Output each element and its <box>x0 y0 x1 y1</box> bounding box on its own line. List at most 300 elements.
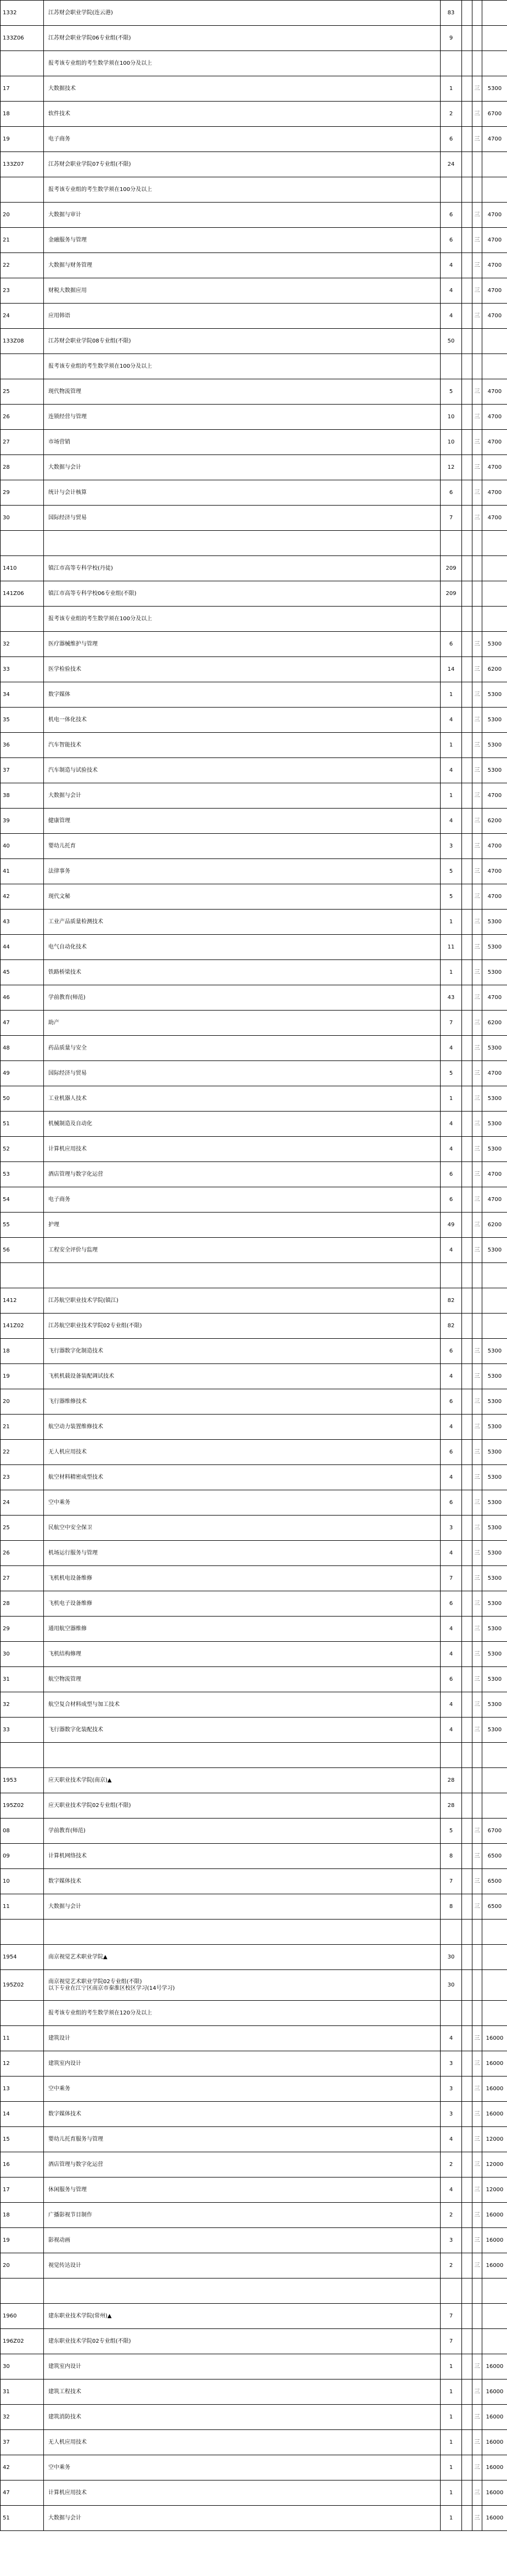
row-name: 航空动力装置维修技术 <box>44 1415 441 1440</box>
row-spacer <box>462 2051 472 2076</box>
row-plan-count: 4 <box>441 253 462 278</box>
row-years: 三 <box>472 758 482 783</box>
row-plan-count: 3 <box>441 834 462 859</box>
row-plan-count: 4 <box>441 1137 462 1162</box>
row-name: 休闲服务与管理 <box>44 2177 441 2203</box>
row-name: 金融服务与管理 <box>44 228 441 253</box>
row-spacer <box>462 1238 472 1263</box>
row-spacer <box>462 2278 472 2304</box>
row-spacer <box>462 2228 472 2253</box>
table-row <box>1 1970 507 2001</box>
row-code: 37 <box>1 758 44 783</box>
row-spacer <box>462 1314 472 1339</box>
row-years: 三 <box>472 960 482 985</box>
row-plan-count: 82 <box>441 1288 462 1314</box>
row-plan-count: 5 <box>441 859 462 884</box>
row-code: 1412 <box>1 1288 44 1314</box>
row-spacer <box>462 51 472 76</box>
row-code: 27 <box>1 1566 44 1591</box>
row-code: 133Z07 <box>1 152 44 177</box>
row-code: 196Z02 <box>1 2329 44 2354</box>
row-fee: 16000 <box>482 2430 507 2455</box>
row-code: 37 <box>1 2430 44 2455</box>
row-fee <box>482 152 507 177</box>
row-code: 09 <box>1 1844 44 1869</box>
row-spacer <box>462 556 472 581</box>
row-fee <box>482 1743 507 1768</box>
row-fee: 6200 <box>482 809 507 834</box>
row-years: 三 <box>472 1465 482 1490</box>
row-plan-count: 6 <box>441 1162 462 1187</box>
row-spacer <box>462 2001 472 2026</box>
row-years: 三 <box>472 1566 482 1591</box>
row-years: 三 <box>472 682 482 708</box>
row-spacer <box>462 2127 472 2152</box>
row-years: 三 <box>472 1339 482 1364</box>
row-fee: 5300 <box>482 632 507 657</box>
row-code: 32 <box>1 1692 44 1718</box>
table-row <box>1 76 507 102</box>
row-spacer <box>462 531 472 556</box>
row-plan-count: 83 <box>441 1 462 26</box>
row-fee: 5300 <box>482 1137 507 1162</box>
table-row <box>1 935 507 960</box>
row-fee: 5300 <box>482 1415 507 1440</box>
row-plan-count: 6 <box>441 1389 462 1415</box>
row-fee <box>482 1970 507 2001</box>
row-fee: 5300 <box>482 708 507 733</box>
row-years <box>472 1768 482 1793</box>
row-plan-count <box>441 354 462 379</box>
row-code: 141Z02 <box>1 1314 44 1339</box>
row-fee: 6200 <box>482 657 507 682</box>
row-code: 35 <box>1 708 44 733</box>
row-years: 三 <box>472 1364 482 1389</box>
row-years: 三 <box>472 1238 482 1263</box>
row-years: 三 <box>472 2354 482 2379</box>
row-name: 江苏航空职业技术学院(镇江) <box>44 1288 441 1314</box>
row-name: 航空材料精密成型技术 <box>44 1465 441 1490</box>
row-spacer <box>462 607 472 632</box>
row-code: 1953 <box>1 1768 44 1793</box>
row-code: 32 <box>1 2405 44 2430</box>
row-spacer <box>462 1516 472 1541</box>
row-code: 19 <box>1 1364 44 1389</box>
row-fee: 5300 <box>482 1364 507 1389</box>
row-spacer <box>462 1894 472 1920</box>
table-row <box>1 1566 507 1591</box>
row-plan-count: 4 <box>441 1036 462 1061</box>
table-row <box>1 405 507 430</box>
row-plan-count: 12 <box>441 455 462 480</box>
row-years: 三 <box>472 1213 482 1238</box>
row-years: 三 <box>472 2253 482 2278</box>
row-plan-count: 5 <box>441 1819 462 1844</box>
row-name: 无人机应用技术 <box>44 1440 441 1465</box>
row-code: 1960 <box>1 2304 44 2329</box>
row-code <box>1 531 44 556</box>
row-spacer <box>462 783 472 809</box>
table-row <box>1 531 507 556</box>
table-row <box>1 657 507 682</box>
table-row <box>1 783 507 809</box>
row-fee: 5300 <box>482 1541 507 1566</box>
row-plan-count: 4 <box>441 1415 462 1440</box>
row-years: 三 <box>472 1061 482 1086</box>
row-years <box>472 556 482 581</box>
row-plan-count <box>441 2001 462 2026</box>
row-plan-count: 6 <box>441 1440 462 1465</box>
row-fee: 4700 <box>482 783 507 809</box>
table-row <box>1 1238 507 1263</box>
row-name: 计算机应用技术 <box>44 1137 441 1162</box>
row-years <box>472 354 482 379</box>
row-name: 铁路桥梁技术 <box>44 960 441 985</box>
row-name <box>44 1743 441 1768</box>
row-name: 南京视觉艺术职业学院▲ <box>44 1945 441 1970</box>
row-spacer <box>462 1541 472 1566</box>
table-row <box>1 1364 507 1389</box>
row-name: 建筑消防技术 <box>44 2405 441 2430</box>
row-plan-count: 4 <box>441 1642 462 1667</box>
row-spacer <box>462 1061 472 1086</box>
row-years: 三 <box>472 2152 482 2177</box>
row-spacer <box>462 2354 472 2379</box>
row-spacer <box>462 405 472 430</box>
row-code: 41 <box>1 859 44 884</box>
row-name: 国际经济与贸易 <box>44 1061 441 1086</box>
row-plan-count: 4 <box>441 1692 462 1718</box>
row-fee: 5300 <box>482 1440 507 1465</box>
row-spacer <box>462 2304 472 2329</box>
row-code <box>1 1743 44 1768</box>
row-spacer <box>462 1869 472 1894</box>
row-years <box>472 1263 482 1288</box>
table-row <box>1 2127 507 2152</box>
table-row <box>1 2177 507 2203</box>
table-row <box>1 1667 507 1692</box>
row-name: 数字媒体技术 <box>44 2102 441 2127</box>
row-name: 国际经济与贸易 <box>44 506 441 531</box>
row-spacer <box>462 1718 472 1743</box>
row-fee: 16000 <box>482 2405 507 2430</box>
row-spacer <box>462 632 472 657</box>
row-fee: 5300 <box>482 1667 507 1692</box>
row-spacer <box>462 1162 472 1187</box>
row-years <box>472 1 482 26</box>
table-row <box>1 1490 507 1516</box>
row-fee: 4700 <box>482 506 507 531</box>
row-name: 财税大数据应用 <box>44 278 441 304</box>
row-fee <box>482 1 507 26</box>
row-years: 三 <box>472 1844 482 1869</box>
row-fee: 16000 <box>482 2379 507 2405</box>
row-spacer <box>462 1364 472 1389</box>
table-row <box>1 1288 507 1314</box>
row-code: 27 <box>1 430 44 455</box>
table-row <box>1 2253 507 2278</box>
table-row <box>1 177 507 203</box>
row-years: 三 <box>472 859 482 884</box>
row-spacer <box>462 203 472 228</box>
table-row <box>1 2102 507 2127</box>
table-row <box>1 1061 507 1086</box>
row-plan-count: 1 <box>441 682 462 708</box>
row-plan-count: 4 <box>441 1112 462 1137</box>
row-years: 三 <box>472 506 482 531</box>
row-name: 应天职业技术学院02专业组(不限) <box>44 1793 441 1819</box>
row-spacer <box>462 329 472 354</box>
row-years: 三 <box>472 2455 482 2480</box>
row-years: 三 <box>472 1036 482 1061</box>
row-code <box>1 2001 44 2026</box>
row-plan-count: 7 <box>441 1869 462 1894</box>
row-spacer <box>462 884 472 910</box>
row-years <box>472 531 482 556</box>
row-name: 健康管理 <box>44 809 441 834</box>
table-row <box>1 1 507 26</box>
row-code: 31 <box>1 1667 44 1692</box>
row-years: 三 <box>472 834 482 859</box>
row-plan-count: 4 <box>441 1465 462 1490</box>
row-code: 31 <box>1 2379 44 2405</box>
row-name: 统计与会计核算 <box>44 480 441 506</box>
row-name: 大数据与财务管理 <box>44 253 441 278</box>
row-spacer <box>462 228 472 253</box>
row-name: 镇江市高等专科学校06专业组(不限) <box>44 581 441 607</box>
row-plan-count <box>441 1920 462 1945</box>
row-spacer <box>462 1036 472 1061</box>
row-name: 工业机器人技术 <box>44 1086 441 1112</box>
row-name: 建筑设计 <box>44 2026 441 2051</box>
row-plan-count: 1 <box>441 960 462 985</box>
row-code: 30 <box>1 2354 44 2379</box>
row-fee: 16000 <box>482 2076 507 2102</box>
row-plan-count <box>441 177 462 203</box>
row-code <box>1 51 44 76</box>
row-fee: 4700 <box>482 834 507 859</box>
row-fee: 4700 <box>482 1162 507 1187</box>
row-fee: 6500 <box>482 1894 507 1920</box>
row-name: 江苏财会职业学院08专业组(不限) <box>44 329 441 354</box>
row-code: 26 <box>1 1541 44 1566</box>
table-row <box>1 253 507 278</box>
row-code: 18 <box>1 1339 44 1364</box>
row-code: 23 <box>1 1465 44 1490</box>
row-years <box>472 2001 482 2026</box>
row-years: 三 <box>472 884 482 910</box>
row-code: 1410 <box>1 556 44 581</box>
row-fee: 4700 <box>482 455 507 480</box>
row-fee <box>482 177 507 203</box>
row-plan-count: 7 <box>441 1011 462 1036</box>
table-row <box>1 354 507 379</box>
row-code: 22 <box>1 253 44 278</box>
row-code: 195Z02 <box>1 1793 44 1819</box>
row-years <box>472 26 482 51</box>
table-row <box>1 1743 507 1768</box>
table-row <box>1 1793 507 1819</box>
row-years: 三 <box>472 1642 482 1667</box>
row-plan-count <box>441 1743 462 1768</box>
row-years <box>472 152 482 177</box>
row-fee <box>482 26 507 51</box>
row-spacer <box>462 758 472 783</box>
row-name: 数字媒体技术 <box>44 1869 441 1894</box>
row-fee: 5300 <box>482 1238 507 1263</box>
row-code: 45 <box>1 960 44 985</box>
row-fee: 4700 <box>482 253 507 278</box>
table-row <box>1 1011 507 1036</box>
row-name: 大数据与审计 <box>44 203 441 228</box>
row-years: 三 <box>472 253 482 278</box>
row-spacer <box>462 152 472 177</box>
row-name: 酒店管理与数字化运营 <box>44 1162 441 1187</box>
table-row <box>1 1920 507 1945</box>
row-fee: 16000 <box>482 2455 507 2480</box>
row-fee: 5300 <box>482 1490 507 1516</box>
row-code: 23 <box>1 278 44 304</box>
row-plan-count: 30 <box>441 1945 462 1970</box>
row-spacer <box>462 1920 472 1945</box>
row-fee: 5300 <box>482 1086 507 1112</box>
row-spacer <box>462 127 472 152</box>
row-years: 三 <box>472 1440 482 1465</box>
row-name: 报考该专业组的考生数学须在100分及以上 <box>44 354 441 379</box>
row-years <box>472 177 482 203</box>
row-name: 空中乘务 <box>44 2455 441 2480</box>
row-plan-count: 6 <box>441 127 462 152</box>
row-years: 三 <box>472 1667 482 1692</box>
row-plan-count: 2 <box>441 2253 462 2278</box>
row-code: 20 <box>1 203 44 228</box>
table-row <box>1 910 507 935</box>
row-code: 20 <box>1 1389 44 1415</box>
row-plan-count <box>441 51 462 76</box>
row-plan-count: 10 <box>441 405 462 430</box>
row-spacer <box>462 1 472 26</box>
table-row <box>1 1869 507 1894</box>
row-fee <box>482 1793 507 1819</box>
row-years: 三 <box>472 1490 482 1516</box>
row-name: 连锁经营与管理 <box>44 405 441 430</box>
row-plan-count: 4 <box>441 1364 462 1389</box>
row-fee: 6700 <box>482 102 507 127</box>
row-spacer <box>462 455 472 480</box>
row-fee: 16000 <box>482 2480 507 2506</box>
row-code <box>1 607 44 632</box>
row-name: 广播影视节目制作 <box>44 2203 441 2228</box>
row-name: 婴幼儿托育 <box>44 834 441 859</box>
row-fee: 16000 <box>482 2203 507 2228</box>
row-name: 空中乘务 <box>44 2076 441 2102</box>
row-code: 22 <box>1 1440 44 1465</box>
row-years: 三 <box>472 1819 482 1844</box>
row-code: 21 <box>1 1415 44 1440</box>
row-fee: 5300 <box>482 1389 507 1415</box>
row-years: 三 <box>472 2228 482 2253</box>
row-name: 民航空中安全保卫 <box>44 1516 441 1541</box>
row-years: 三 <box>472 278 482 304</box>
row-years: 三 <box>472 127 482 152</box>
row-years <box>472 1920 482 1945</box>
row-spacer <box>462 379 472 405</box>
row-years: 三 <box>472 985 482 1011</box>
row-years: 三 <box>472 1692 482 1718</box>
table-row <box>1 1036 507 1061</box>
row-years: 三 <box>472 2076 482 2102</box>
row-name: 视觉传达设计 <box>44 2253 441 2278</box>
row-code <box>1 1920 44 1945</box>
row-name: 江苏财会职业学院07专业组(不限) <box>44 152 441 177</box>
row-plan-count: 6 <box>441 1667 462 1692</box>
row-name: 飞机机载设备装配调试技术 <box>44 1364 441 1389</box>
row-fee: 4700 <box>482 1061 507 1086</box>
row-plan-count: 209 <box>441 581 462 607</box>
row-years: 三 <box>472 708 482 733</box>
row-name: 市场营销 <box>44 430 441 455</box>
row-plan-count: 4 <box>441 708 462 733</box>
row-name: 南京视觉艺术职业学院02专业组(不限) 以下专业在江宁区南京市秦淮区校区学习(14号学习) <box>44 1970 441 2001</box>
row-code: 24 <box>1 1490 44 1516</box>
row-spacer <box>462 1566 472 1591</box>
row-fee: 4700 <box>482 859 507 884</box>
row-fee <box>482 354 507 379</box>
row-years: 三 <box>472 1541 482 1566</box>
row-fee: 5300 <box>482 910 507 935</box>
table-row <box>1 1213 507 1238</box>
row-plan-count: 5 <box>441 1061 462 1086</box>
row-name: 应用韩语 <box>44 304 441 329</box>
row-name: 现代物流管理 <box>44 379 441 405</box>
row-fee: 5300 <box>482 682 507 708</box>
row-code: 40 <box>1 834 44 859</box>
row-code: 18 <box>1 102 44 127</box>
row-spacer <box>462 960 472 985</box>
table-row <box>1 2228 507 2253</box>
row-code: 12 <box>1 2051 44 2076</box>
row-years: 三 <box>472 203 482 228</box>
row-fee <box>482 2278 507 2304</box>
row-code: 17 <box>1 2177 44 2203</box>
row-spacer <box>462 1339 472 1364</box>
row-code: 50 <box>1 1086 44 1112</box>
table-row <box>1 455 507 480</box>
table-row <box>1 1692 507 1718</box>
row-plan-count: 1 <box>441 76 462 102</box>
row-years: 三 <box>472 2177 482 2203</box>
row-years: 三 <box>472 76 482 102</box>
row-name <box>44 1263 441 1288</box>
row-fee: 4700 <box>482 379 507 405</box>
row-code: 29 <box>1 480 44 506</box>
row-spacer <box>462 2430 472 2455</box>
table-row <box>1 26 507 51</box>
row-spacer <box>462 2329 472 2354</box>
table-row <box>1 2354 507 2379</box>
row-name: 飞机机电设备维修 <box>44 1566 441 1591</box>
row-code: 25 <box>1 379 44 405</box>
table-row <box>1 228 507 253</box>
table-row <box>1 1440 507 1465</box>
row-code: 18 <box>1 2203 44 2228</box>
row-name: 建筑工程技术 <box>44 2379 441 2405</box>
row-fee: 6500 <box>482 1844 507 1869</box>
row-name: 机场运行服务与管理 <box>44 1541 441 1566</box>
row-fee: 5300 <box>482 733 507 758</box>
table-row <box>1 960 507 985</box>
table-row <box>1 1263 507 1288</box>
